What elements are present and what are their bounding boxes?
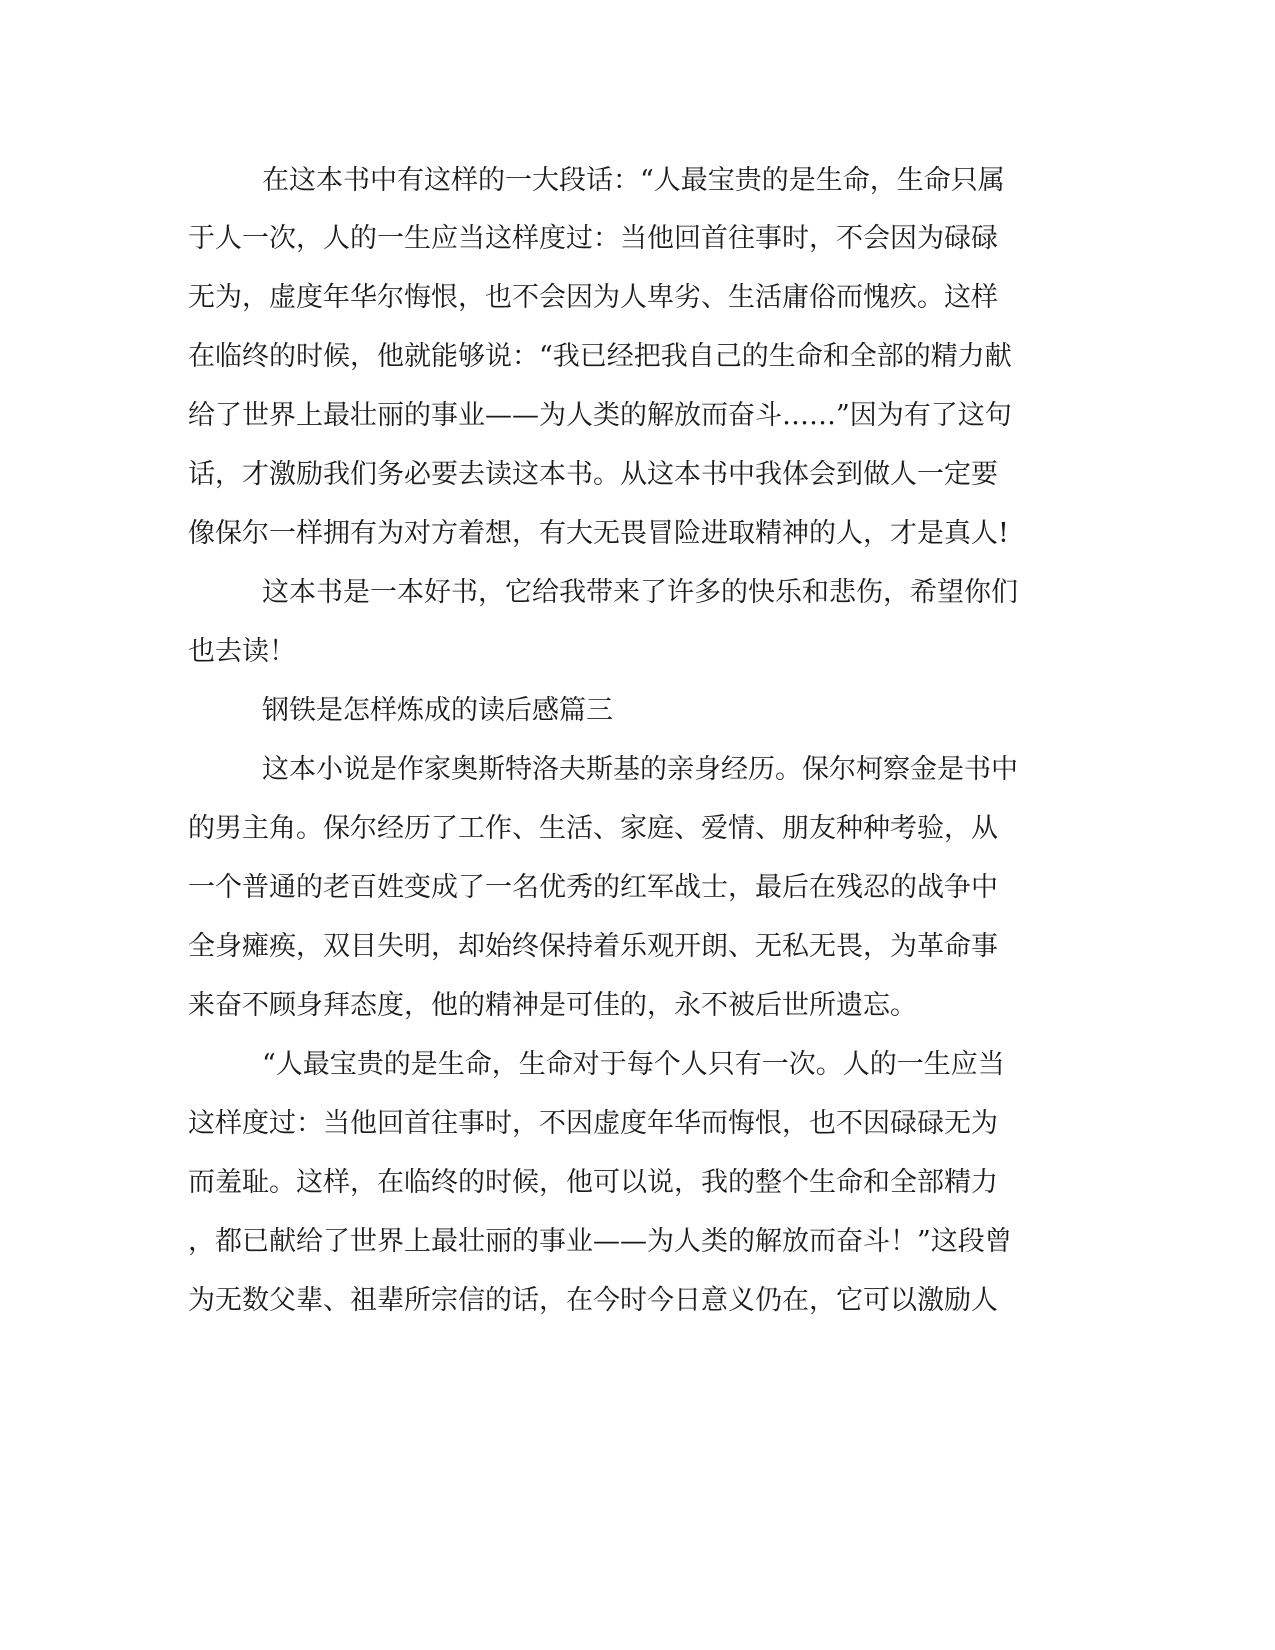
paragraph-line: 于人一次，人的一生应当这样度过：当他回首往事时，不会因为碌碌	[188, 223, 998, 254]
paragraph-line: 这样度过：当他回首往事时，不因虚度年华而悔恨，也不因碌碌无为	[188, 1108, 998, 1139]
paragraph-line: 来奋不顾身拜态度，他的精神是可佳的，永不被后世所遗忘。	[188, 990, 917, 1021]
paragraph-line: 在这本书中有这样的一大段话：“人最宝贵的是生命，生命只属	[262, 165, 1005, 196]
section-heading: 钢铁是怎样炼成的读后感篇三	[262, 695, 613, 726]
paragraph-line: 给了世界上最壮丽的事业——为人类的解放而奋斗……”因为有了这句	[188, 400, 1012, 431]
paragraph-line: 为无数父辈、祖辈所宗信的话，在今时今日意义仍在，它可以激励人	[188, 1285, 998, 1316]
paragraph-line: 也去读！	[188, 636, 296, 667]
paragraph-line: 全身瘫痪，双目失明，却始终保持着乐观开朗、无私无畏，为革命事	[188, 931, 998, 962]
paragraph-line: 在临终的时候，他就能够说：“我已经把我自己的生命和全部的精力献	[188, 341, 1012, 372]
paragraph-line: 无为，虚度年华尔悔恨，也不会因为人卑劣、生活庸俗而愧疚。这样	[188, 282, 998, 313]
paragraph-line: 这本书是一本好书，它给我带来了许多的快乐和悲伤，希望你们	[262, 577, 1018, 608]
paragraph-line: “人最宝贵的是生命，生命对于每个人只有一次。人的一生应当	[262, 1049, 1005, 1080]
paragraph-line: ，都已献给了世界上最壮丽的事业——为人类的解放而奋斗！”这段曾	[188, 1226, 1012, 1257]
paragraph-line: 像保尔一样拥有为对方着想，有大无畏冒险进取精神的人，才是真人!	[188, 518, 1009, 549]
paragraph-line: 话，才激励我们务必要去读这本书。从这本书中我体会到做人一定要	[188, 459, 998, 490]
paragraph-line: 这本小说是作家奥斯特洛夫斯基的亲身经历。保尔柯察金是书中	[262, 754, 1018, 785]
paragraph-line: 一个普通的老百姓变成了一名优秀的红军战士，最后在残忍的战争中	[188, 872, 998, 903]
paragraph-line: 的男主角。保尔经历了工作、生活、家庭、爱情、朋友种种考验，从	[188, 813, 998, 844]
paragraph-line: 而羞耻。这样，在临终的时候，他可以说，我的整个生命和全部精力	[188, 1167, 998, 1198]
